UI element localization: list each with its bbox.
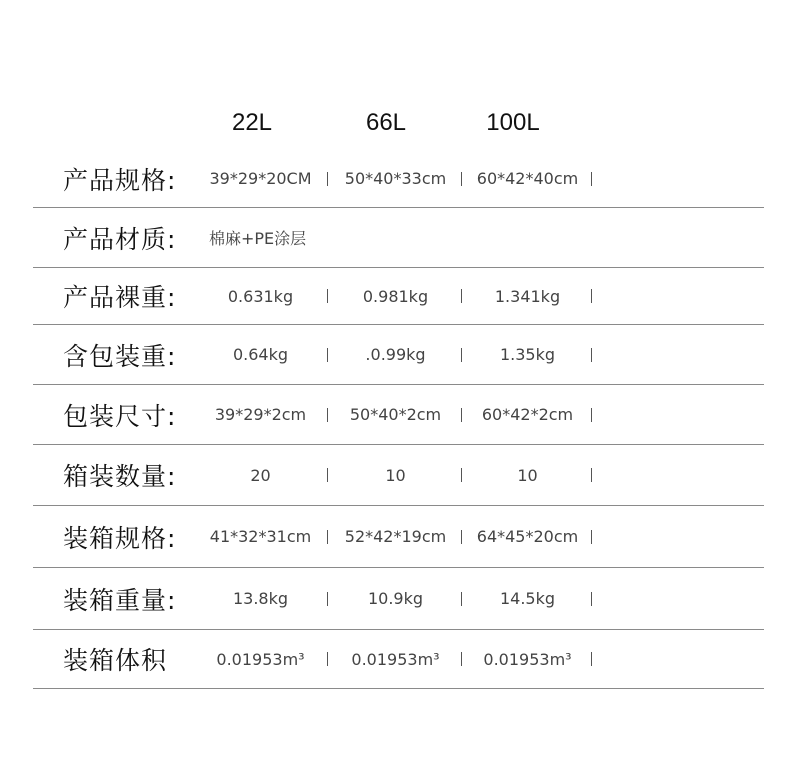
column-separator [591, 348, 592, 362]
header-size-100l: 100L [486, 109, 540, 136]
row-label: 产品材质: [63, 224, 177, 254]
row-label: 包装尺寸: [63, 401, 177, 431]
column-separator [327, 530, 328, 544]
value-100l: 60*42*40cm [476, 169, 579, 188]
column-separator [327, 652, 328, 666]
value-66l: 10 [385, 465, 406, 485]
spec-table [33, 150, 764, 689]
column-separator [461, 289, 462, 303]
column-separator [461, 530, 462, 544]
value-66l: 0.01953m³ [351, 649, 440, 669]
spec-row-carton-quantity [33, 445, 764, 506]
column-separator [591, 408, 592, 422]
row-label: 装箱体积 [63, 646, 168, 675]
column-separator [327, 348, 328, 362]
column-separator [327, 408, 328, 422]
value-100l: 10 [517, 465, 538, 485]
value-22l: 39*29*20CM [209, 169, 312, 188]
value-22l: 39*29*2cm [214, 405, 307, 424]
column-separator [591, 652, 592, 666]
value-66l: 50*40*33cm [344, 169, 447, 188]
header-size-66l: 66L [365, 109, 407, 136]
row-label: 产品裸重: [63, 283, 177, 312]
spec-row-carton-weight [33, 568, 764, 630]
row-label: 箱装数量: [63, 462, 177, 491]
column-separator [461, 348, 462, 362]
column-separator [327, 592, 328, 606]
row-label: 含包装重: [63, 341, 177, 371]
spec-row-product-size [33, 150, 764, 208]
column-separator [461, 592, 462, 606]
column-separator [591, 468, 592, 482]
column-separator [591, 530, 592, 544]
value-100l: 1.341kg [494, 286, 561, 306]
column-separator [461, 652, 462, 666]
value-66l: 10.9kg [367, 589, 424, 608]
value-66l: 50*40*2cm [349, 405, 442, 424]
value-22l: 41*32*31cm [209, 527, 312, 546]
column-separator [591, 172, 592, 186]
value-100l: 64*45*20cm [476, 527, 579, 546]
value-66l: .0.99kg [365, 345, 426, 364]
spec-row-carton-volume [33, 630, 764, 689]
value-100l: 1.35kg [499, 345, 556, 364]
spec-row-net-weight [33, 268, 764, 325]
value-22l: 13.8kg [232, 589, 289, 608]
value-100l: 0.01953m³ [483, 649, 572, 669]
value-22l: 0.631kg [227, 286, 294, 306]
value-66l: 0.981kg [362, 286, 429, 306]
value-22l: 0.64kg [232, 345, 289, 364]
column-separator [327, 289, 328, 303]
column-separator [461, 172, 462, 186]
row-label: 产品规格: [63, 165, 177, 195]
column-separator [461, 408, 462, 422]
spec-row-gross-weight [33, 325, 764, 385]
spec-row-carton-size [33, 506, 764, 568]
column-separator [461, 468, 462, 482]
column-separator [327, 468, 328, 482]
value-material: 棉麻+PE涂层 [209, 229, 307, 248]
value-22l: 20 [250, 465, 271, 485]
column-separator [591, 592, 592, 606]
spec-row-material [33, 208, 764, 268]
column-separator [327, 172, 328, 186]
header-size-22l: 22L [231, 109, 273, 136]
spec-row-package-size [33, 385, 764, 445]
value-22l: 0.01953m³ [216, 649, 305, 669]
column-separator [591, 289, 592, 303]
value-100l: 14.5kg [499, 589, 556, 608]
size-header [0, 106, 790, 140]
value-66l: 52*42*19cm [344, 527, 447, 546]
row-label: 装箱规格: [63, 523, 177, 553]
value-100l: 60*42*2cm [481, 405, 574, 424]
row-label: 装箱重量: [63, 585, 177, 615]
